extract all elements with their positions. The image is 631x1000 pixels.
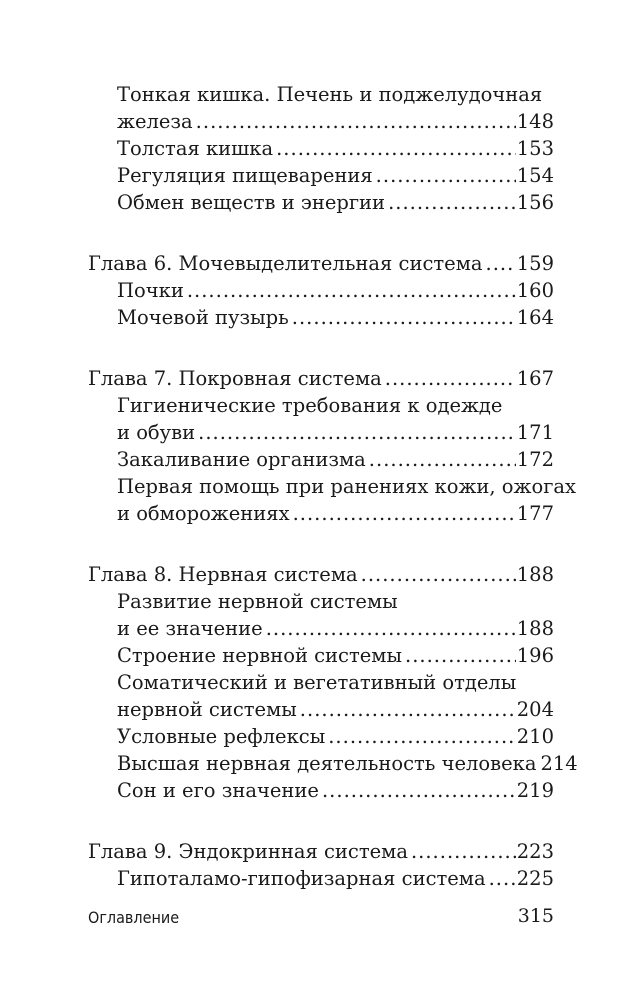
toc-entry-page: 204 [516,698,554,721]
dot-leader [388,191,516,215]
toc-entry [88,641,554,668]
toc-entry [88,776,554,803]
toc-entry-page: 148 [516,110,554,133]
dot-leader [300,698,516,722]
dot-leader [266,617,516,641]
toc-entry [88,445,554,472]
toc-chapter-entry [88,249,554,276]
toc-entry [88,695,554,722]
toc-entry-title: Гипоталамо-гипофизарная система [117,867,486,890]
toc-entry-page: 172 [516,448,554,471]
toc-entry [88,499,554,526]
toc-entry-title: Почки [117,279,184,302]
dot-leader [328,725,516,749]
toc-entry [88,749,578,776]
toc-entry [88,722,554,749]
toc-entry [88,303,554,330]
toc-entry-title: Мочевой пузырь [117,306,289,329]
dot-leader [405,644,516,668]
dot-leader [187,279,516,303]
toc-entry-page: 188 [516,563,554,586]
dot-leader [411,840,516,864]
dot-leader [322,779,516,803]
toc-chapter-title: Глава 9. Эндокринная система [88,840,408,863]
toc-entry-page: 171 [516,421,554,444]
toc-entry-page: 188 [516,617,554,640]
toc-entry-title: железа [117,110,193,133]
toc-entry-title: Строение нервной системы [117,644,402,667]
toc-entry-title: Первая помощь при ранениях кожи, ожогах [117,475,577,498]
toc-entry-page: 167 [516,367,554,390]
toc-entry [88,188,554,215]
toc-entry-title: нервной системы [117,698,297,721]
toc-entry [88,587,554,614]
toc-entry [88,80,554,107]
toc-entry-title: и обуви [117,421,196,444]
toc-entry-page: 160 [516,279,554,302]
toc-entry-page: 154 [516,164,554,187]
toc-entry-title: Высшая нервная деятельность человека [117,752,537,775]
dot-leader [385,367,516,391]
toc-entry-title: Сон и его значение [117,779,319,802]
toc-entry-page: 156 [516,191,554,214]
running-footer-title: Оглавление [88,908,180,927]
dot-leader [486,252,516,276]
toc-entry [88,107,554,134]
toc-chapter-title: Глава 7. Покровная система [88,367,382,390]
dot-leader [369,448,516,472]
toc-entry-title: Развитие нервной системы [117,590,398,613]
dot-leader [276,137,516,161]
toc-chapter-entry [88,560,554,587]
toc-entry-page: 153 [516,137,554,160]
dot-leader [376,164,516,188]
toc-entry [88,161,554,188]
toc-entry-page: 214 [540,752,578,775]
toc-entry [88,614,554,641]
toc-chapter-entry [88,837,554,864]
toc-entry-title: Толстая кишка [117,137,274,160]
toc-entry-title: Регуляция пищеварения [117,164,373,187]
dot-leader [361,563,516,587]
toc-entry-title: Условные рефлексы [117,725,326,748]
toc-entry-title: и ее значение [117,617,263,640]
toc-entry-page: 164 [516,306,554,329]
toc-chapter-entry [88,364,554,391]
toc-entry [88,276,554,303]
toc-entry-page: 219 [516,779,554,802]
toc-entry-title: Обмен веществ и энергии [117,191,386,214]
table-of-contents [88,80,578,891]
toc-chapter-title: Глава 8. Нервная система [88,563,358,586]
toc-entry-page: 223 [516,840,554,863]
dot-leader [293,502,516,526]
toc-entry-title: и обморожениях [117,502,290,525]
dot-leader [489,867,516,891]
toc-chapter-title: Глава 6. Мочевыделительная система [88,252,483,275]
toc-entry-title: Соматический и вегетативный отделы [117,671,517,694]
toc-entry-page: 177 [516,502,554,525]
toc-entry-page: 210 [516,725,554,748]
toc-entry-title: Закаливание организма [117,448,366,471]
dot-leader [196,110,516,134]
toc-entry [88,134,554,161]
toc-entry [88,668,554,695]
toc-entry-title: Гигиенические требования к одежде [117,394,503,417]
toc-entry [88,472,577,499]
toc-entry-page: 196 [516,644,554,667]
toc-entry [88,391,554,418]
dot-leader [292,306,516,330]
page-number: 315 [517,905,554,927]
toc-entry-title: Тонкая кишка. Печень и поджелудочная [117,83,543,106]
dot-leader [198,421,516,445]
toc-entry-page: 225 [516,867,554,890]
toc-entry [88,864,554,891]
toc-entry [88,418,554,445]
toc-entry-page: 159 [516,252,554,275]
